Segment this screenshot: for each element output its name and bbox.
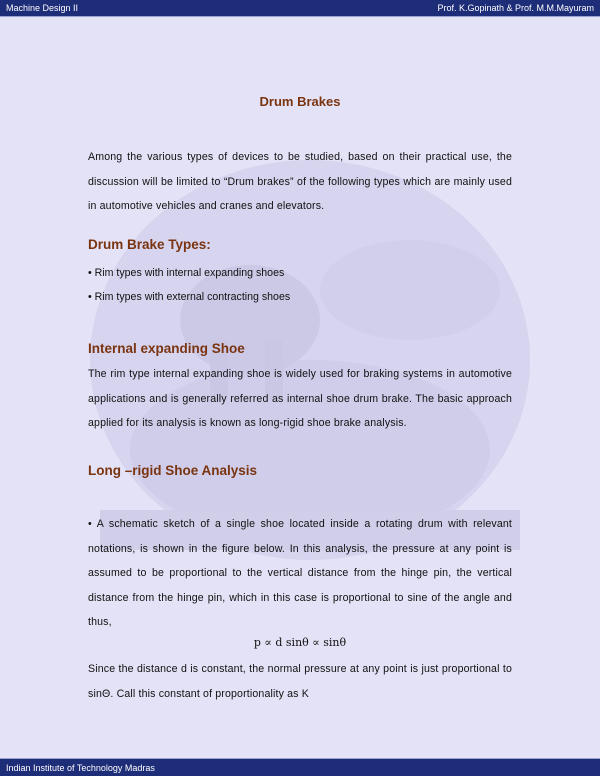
page-title: Drum Brakes [259, 94, 341, 109]
course-title: Machine Design II [6, 3, 79, 13]
internal-shoe-heading: Internal expanding Shoe [88, 341, 245, 356]
closing-paragraph: Since the distance d is constant, the normal pressure at any point is just proportional to sinΘ. Call this constant of proportionality as K [88, 663, 512, 700]
internal-shoe-paragraph: The rim type internal expanding shoe is widely used for braking systems in automotive applications and is generally referred as internal shoe drum brake. The basic approach applied for its analysis is known as long-rigid shoe brake analysis. [88, 368, 512, 429]
long-rigid-heading: Long –rigid Shoe Analysis [88, 463, 258, 478]
types-heading: Drum Brake Types: [88, 237, 211, 252]
intro-paragraph: Among the various types of devices to be studied, based on their practical use, the discussion will be limited to “Drum brakes” of the following types which are mainly used in automotive vehicles and cranes and elevators. [88, 151, 512, 212]
authors: Prof. K.Gopinath & Prof. M.M.Mayuram [437, 3, 594, 13]
institution-name: Indian Institute of Technology Madras [6, 762, 155, 773]
footer-bar [0, 758, 600, 776]
pressure-formula: p ∝ d sinθ ∝ sinθ [253, 636, 347, 649]
long-rigid-paragraph: • A schematic sketch of a single shoe located inside a rotating drum with relevant notations, is shown in the figure below. In this analysis, the pressure at any point is assumed to be proportional to the vertical distance from the hinge pin, the vertical distance from the hinge pin, which in this case is proportional to sine of the angle and thus, [88, 518, 512, 628]
list-item: • Rim types with external contracting shoes [88, 291, 291, 303]
list-item: • Rim types with internal expanding shoes [88, 267, 285, 279]
header-bar [0, 0, 600, 17]
